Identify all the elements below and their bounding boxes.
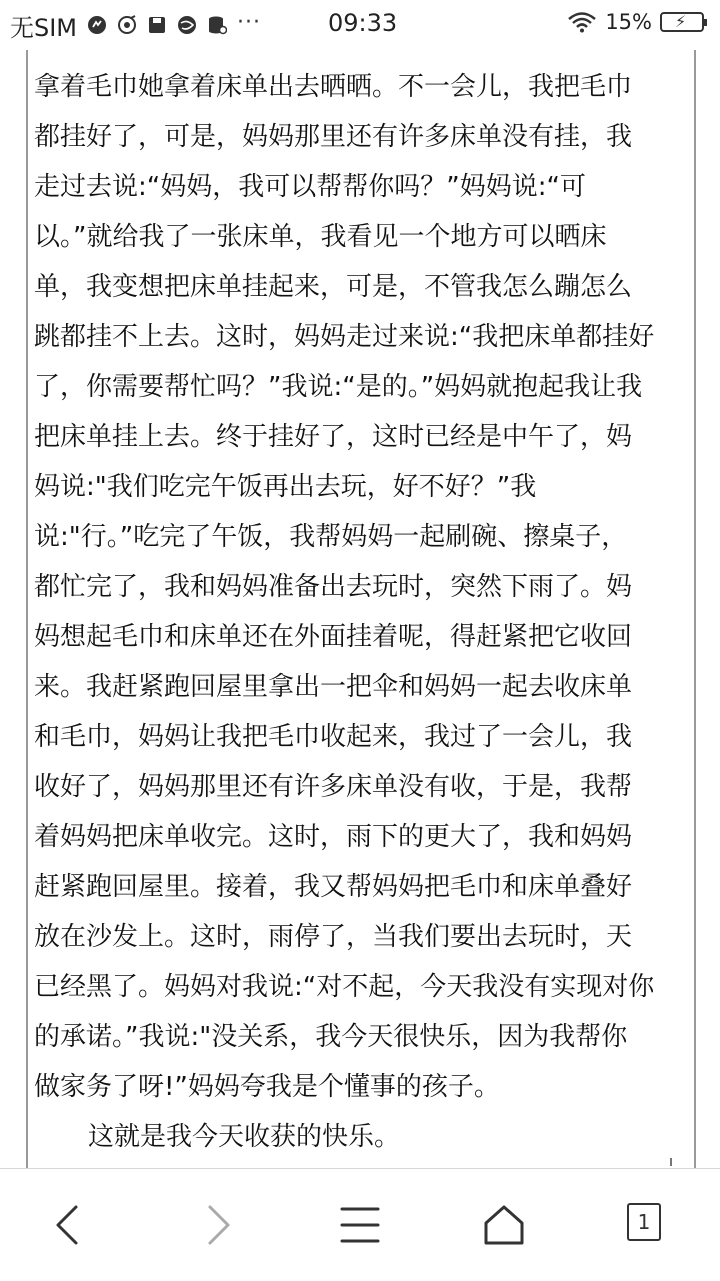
text-line: 做家务了呀!”妈妈夸我是个懂事的孩子。 bbox=[34, 1072, 500, 1102]
location-icon bbox=[117, 15, 137, 35]
text-line: 跳都挂不上去。这时，妈妈走过来说:“我把床单都挂好 bbox=[34, 322, 655, 352]
text-line: 来。我赶紧跑回屋里拿出一把伞和妈妈一起去收床单 bbox=[34, 672, 633, 702]
home-icon bbox=[480, 1201, 528, 1249]
status-right bbox=[567, 10, 704, 34]
home-button[interactable] bbox=[472, 1193, 536, 1257]
text-line: 的承诺。”我说:"没关系，我今天很快乐，因为我帮你 bbox=[34, 1022, 628, 1052]
text-line: 妈想起毛巾和床单还在外面挂着呢，得赶紧把它收回 bbox=[34, 622, 633, 652]
battery-percent: 15% bbox=[605, 10, 652, 34]
bottom-nav-bar bbox=[0, 1168, 720, 1281]
carrier-label: 无SIM bbox=[10, 13, 78, 42]
text-line: 拿着毛巾她拿着床单出去晒晒。不一会儿，我把毛巾 bbox=[34, 72, 633, 102]
back-button[interactable] bbox=[38, 1193, 102, 1257]
browser-icon bbox=[177, 15, 197, 35]
text-line: 走过去说:“妈妈，我可以帮帮你吗？”妈妈说:“可 bbox=[34, 172, 586, 202]
tab-count: 1 bbox=[627, 1203, 661, 1241]
text-line: 赶紧跑回屋里。接着，我又帮妈妈把毛巾和床单叠好 bbox=[34, 872, 633, 902]
closing-line: 这就是我今天收获的快乐。 bbox=[88, 1122, 401, 1152]
bolt-icon: ⚡ bbox=[675, 12, 687, 31]
wifi-icon bbox=[567, 11, 597, 33]
text-line: 说:"行。”吃完了午饭，我帮妈妈一起刷碗、擦桌子， bbox=[34, 522, 628, 552]
status-bar bbox=[0, 0, 720, 50]
text-line: 放在沙发上。这时，雨停了，当我们要出去玩时，天 bbox=[34, 922, 633, 952]
article-content[interactable] bbox=[26, 0, 696, 1168]
forward-icon bbox=[192, 1201, 240, 1249]
text-line: 着妈妈把床单收完。这时，雨下的更大了，我和妈妈 bbox=[34, 822, 633, 852]
text-line: 了，你需要帮忙吗？”我说:“是的。”妈妈就抱起我让我 bbox=[34, 372, 643, 402]
text-line: 已经黑了。妈妈对我说:“对不起，今天我没有实现对你 bbox=[34, 972, 655, 1002]
article-paragraph bbox=[28, 62, 694, 1162]
tabs-button[interactable] bbox=[616, 1193, 680, 1257]
status-left bbox=[0, 8, 261, 43]
text-line: 都忙完了，我和妈妈准备出去玩时，突然下雨了。妈 bbox=[34, 572, 633, 602]
text-line: 都挂好了，可是，妈妈那里还有许多床单没有挂，我 bbox=[34, 122, 633, 152]
forward-button[interactable] bbox=[184, 1193, 248, 1257]
text-line: 和毛巾，妈妈让我把毛巾收起来，我过了一会儿，我 bbox=[34, 722, 633, 752]
storage-icon bbox=[207, 15, 227, 35]
text-line: 把床单挂上去。终于挂好了，这时已经是中午了，妈 bbox=[34, 422, 633, 452]
message-icon bbox=[87, 15, 107, 35]
save-icon bbox=[147, 15, 167, 35]
battery-icon bbox=[660, 12, 704, 32]
menu-icon bbox=[336, 1201, 384, 1249]
status-time: 09:33 bbox=[328, 9, 398, 37]
menu-button[interactable] bbox=[328, 1193, 392, 1257]
text-line: 以。”就给我了一张床单，我看见一个地方可以晒床 bbox=[34, 222, 607, 252]
back-icon bbox=[46, 1201, 94, 1249]
more-notifications: ··· bbox=[237, 9, 262, 35]
text-line: 收好了，妈妈那里还有许多床单没有收，于是，我帮 bbox=[34, 772, 633, 802]
text-line: 单，我变想把床单挂起来，可是，不管我怎么蹦怎么 bbox=[34, 272, 633, 302]
scroll-indicator[interactable] bbox=[664, 1158, 672, 1166]
text-line: 妈说:"我们吃完午饭再出去玩，好不好？”我 bbox=[34, 472, 537, 502]
